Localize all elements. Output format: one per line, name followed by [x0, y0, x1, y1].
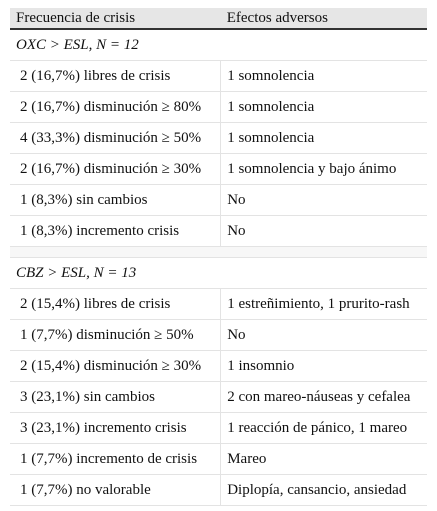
adverse-effects-cell: No [221, 216, 427, 247]
section-header-oxc [10, 29, 427, 61]
section-spacer [10, 247, 427, 258]
table-row [10, 475, 427, 506]
seizure-frequency-cell: 2 (16,7%) disminución ≥ 80% [10, 92, 221, 123]
seizure-frequency-cell: 3 (23,1%) incremento crisis [10, 413, 221, 444]
seizure-frequency-cell: 1 (7,7%) disminución ≥ 50% [10, 320, 221, 351]
table-row [10, 185, 427, 216]
adverse-effects-cell: 1 estreñimiento, 1 prurito-rash [221, 289, 427, 320]
seizure-frequency-cell: 2 (15,4%) disminución ≥ 30% [10, 351, 221, 382]
header-adverse-effects: Efectos adversos [221, 8, 427, 29]
table-row [10, 216, 427, 247]
seizure-frequency-cell: 1 (7,7%) incremento de crisis [10, 444, 221, 475]
adverse-effects-cell: 1 somnolencia [221, 123, 427, 154]
header-seizure-frequency: Frecuencia de crisis [10, 8, 221, 29]
adverse-effects-cell: No [221, 185, 427, 216]
adverse-effects-cell: Diplopía, cansancio, ansiedad [221, 475, 427, 506]
seizure-frequency-cell: 2 (15,4%) libres de crisis [10, 289, 221, 320]
table-row [10, 351, 427, 382]
table-row [10, 289, 427, 320]
spacer-cell [10, 247, 427, 258]
table-header-row [10, 8, 427, 29]
section-title: CBZ > ESL, N = 13 [10, 258, 427, 289]
section-header-cbz [10, 258, 427, 289]
adverse-effects-cell: 1 insomnio [221, 351, 427, 382]
seizure-frequency-cell: 1 (8,3%) incremento crisis [10, 216, 221, 247]
table-row [10, 92, 427, 123]
adverse-effects-cell: 1 reacción de pánico, 1 mareo [221, 413, 427, 444]
table-row [10, 413, 427, 444]
table-row [10, 123, 427, 154]
seizure-frequency-cell: 1 (8,3%) sin cambios [10, 185, 221, 216]
seizure-frequency-cell: 3 (23,1%) sin cambios [10, 382, 221, 413]
table-row [10, 382, 427, 413]
adverse-effects-cell: 1 somnolencia y bajo ánimo [221, 154, 427, 185]
adverse-effects-cell: 1 somnolencia [221, 92, 427, 123]
adverse-effects-cell: 1 somnolencia [221, 61, 427, 92]
adverse-effects-cell: No [221, 320, 427, 351]
table-row [10, 61, 427, 92]
seizure-frequency-cell: 4 (33,3%) disminución ≥ 50% [10, 123, 221, 154]
results-table [10, 8, 427, 506]
table-row [10, 154, 427, 185]
table-row [10, 444, 427, 475]
adverse-effects-cell: 2 con mareo-náuseas y cefalea [221, 382, 427, 413]
seizure-frequency-cell: 1 (7,7%) no valorable [10, 475, 221, 506]
adverse-effects-cell: Mareo [221, 444, 427, 475]
seizure-frequency-cell: 2 (16,7%) disminución ≥ 30% [10, 154, 221, 185]
table-row [10, 320, 427, 351]
seizure-frequency-cell: 2 (16,7%) libres de crisis [10, 61, 221, 92]
section-title: OXC > ESL, N = 12 [10, 29, 427, 61]
